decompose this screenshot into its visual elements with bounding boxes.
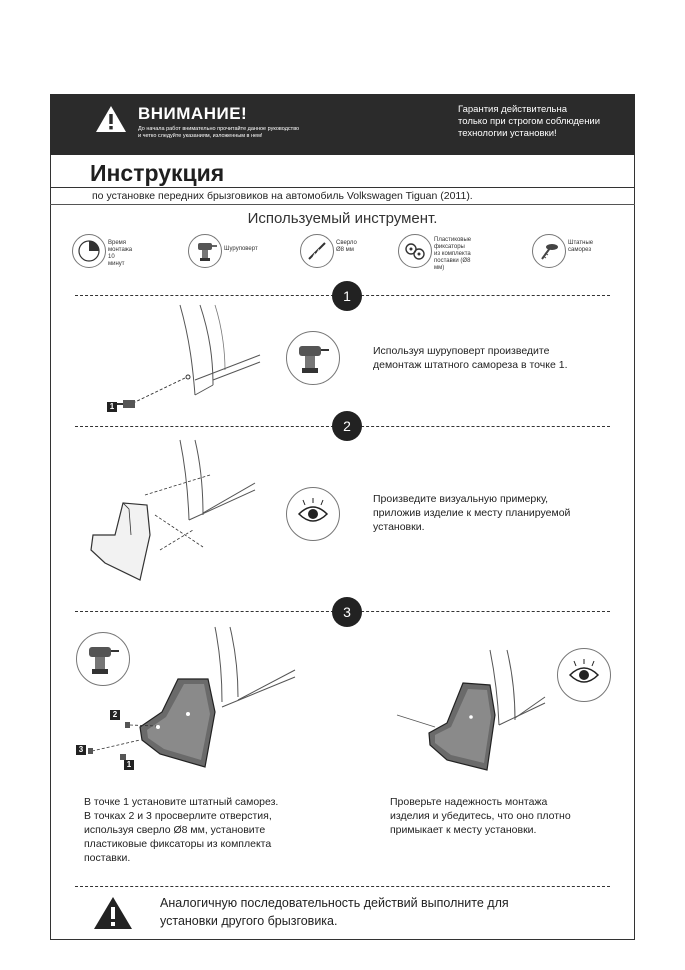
point-2-marker: 2 (110, 710, 120, 720)
step-1-number: 1 (332, 281, 362, 311)
step-3-right-text: Проверьте надежность монтажа изделия и убедитесь, что оно плотно примыкает к месту установки. (390, 796, 571, 836)
warning-title: ВНИМАНИЕ! (138, 104, 248, 123)
step-2-illustration (85, 435, 265, 595)
title-rule (50, 187, 635, 188)
point-1-marker: 1 (107, 402, 117, 412)
eye-icon (558, 649, 610, 701)
warranty-note: Гарантия действительна только при строгом соблюдении технологии установки! (458, 104, 601, 139)
step-3-left-text: В точке 1 установите штатный саморез. В точках 2 и 3 просверлите отверстия, используя сверло Ø8 мм, установите пластиковые фиксаторы из комплекта поставки. (84, 796, 279, 864)
step-2-number: 2 (332, 411, 362, 441)
page-title: Инструкция (90, 160, 225, 186)
step-2-text: Произведите визуальную примерку, приложив изделие к месту планируемой установки. (373, 493, 571, 533)
warning-icon (94, 104, 128, 134)
eye-icon (287, 488, 339, 540)
step-3-left-illustration (80, 622, 300, 782)
clock-icon (72, 234, 106, 268)
drill-bit-icon (300, 234, 334, 268)
warning-text: До начала работ внимательно прочитайте данное руководство и четко следуйте указаниям, изложенным в нем! (138, 126, 300, 139)
step-3-right-illustration (395, 645, 555, 780)
self-tapping-screw-icon (532, 234, 566, 268)
page-subtitle: по установке передних брызговиков на автомобиль Volkswagen Tiguan (2011). (92, 190, 473, 202)
warning-header (50, 94, 635, 155)
warning-icon (92, 895, 134, 931)
step-2-eye-circle (286, 487, 340, 541)
step-3-eye-circle (557, 648, 611, 702)
point-1-marker: 1 (124, 760, 134, 770)
plastic-clips-icon (398, 234, 432, 268)
step-3-number: 3 (332, 597, 362, 627)
step-1-illustration (95, 300, 265, 425)
footer-divider (75, 886, 610, 887)
footer-note: Аналогичную последовательность действий выполните для установки другого брызговика. (160, 896, 509, 928)
screwdriver-icon (287, 332, 339, 384)
step-1-text: Используя шуруповерт произведите демонтаж штатного самореза в точке 1. (373, 345, 568, 371)
tools-heading: Используемый инструмент. (247, 210, 438, 227)
point-3-marker: 3 (76, 745, 86, 755)
subtitle-rule (50, 204, 635, 205)
screwdriver-icon (188, 234, 222, 268)
step-1-tool-circle (286, 331, 340, 385)
